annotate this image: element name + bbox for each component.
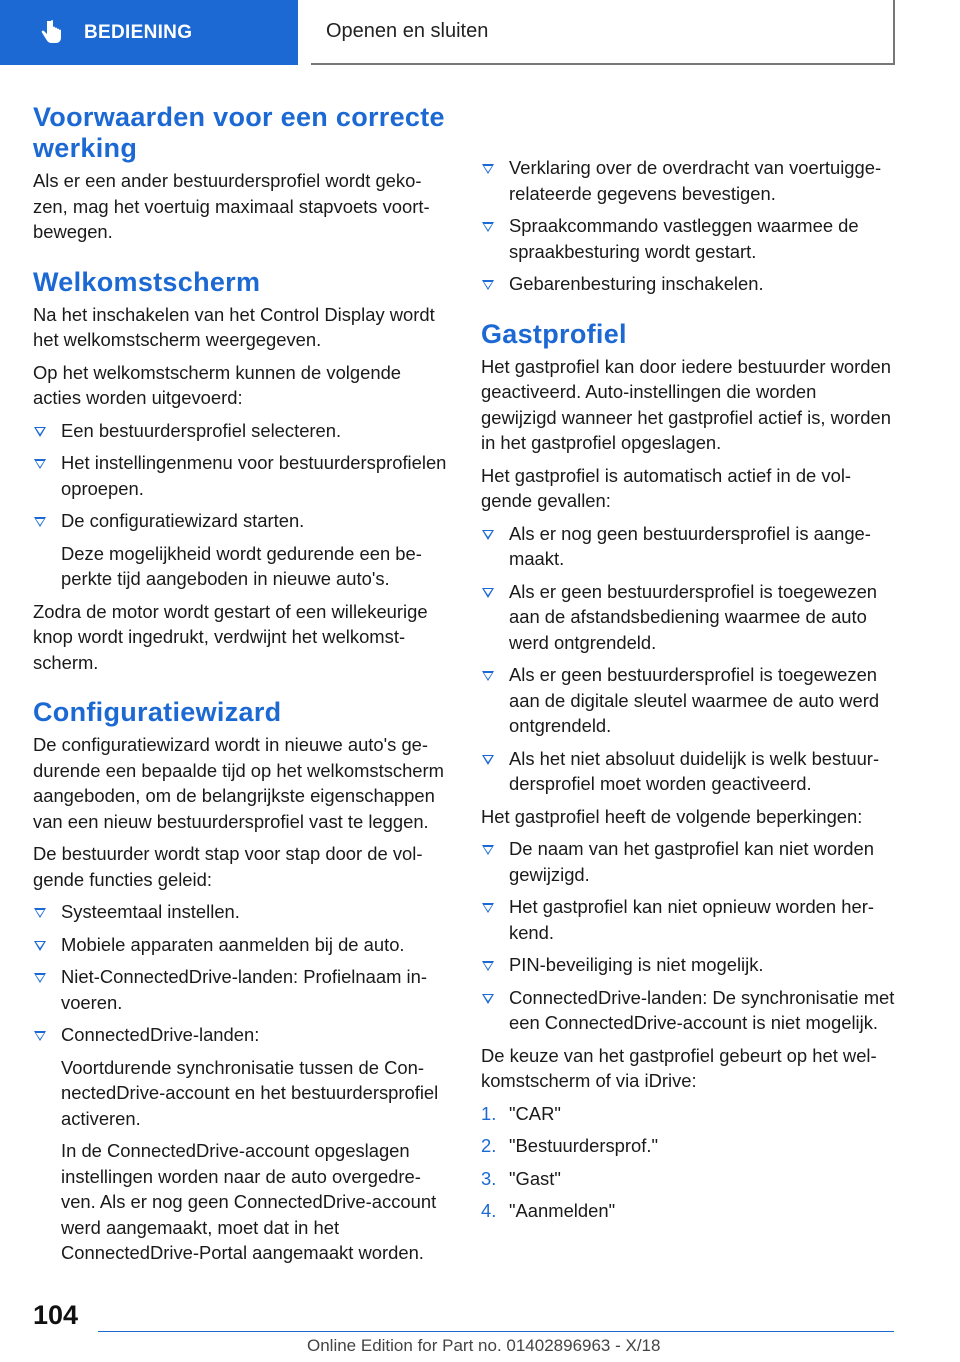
paragraph: Het gastprofiel heeft de volgende beperkingen: — [481, 805, 863, 827]
list-item: Systeemtaal instellen. — [33, 899, 447, 925]
list-item: Een bestuurdersprofiel selecteren. — [33, 418, 447, 444]
list-item: Het gastprofiel kan niet opnieuw worden herkend. — [481, 894, 895, 945]
triangle-bullet-icon — [482, 903, 494, 913]
paragraph: De configuratiewizard wordt in nieuwe auto's gedurende een bepaalde tijd op het welkomstscherm aangeboden, om de belangrijkste eigenschappen van een nieuw bestuurdersprofiel vast te leggen. — [33, 734, 444, 832]
chapter-header — [311, 0, 895, 65]
triangle-bullet-icon — [34, 941, 46, 951]
heading-configuratiewizard: Configuratiewizard — [33, 697, 282, 727]
list-item: PIN-beveiliging is niet mogelijk. — [481, 952, 895, 978]
paragraph: Het gastprofiel is automatisch actief in de volgende gevallen: — [481, 464, 852, 511]
triangle-bullet-icon — [482, 530, 494, 540]
bullet-list — [33, 899, 447, 1266]
step-item: 3. "Gast" — [481, 1166, 895, 1192]
paragraph: Het gastprofiel kan door iedere bestuurder worden geactiveerd. Auto-instellingen die worden gewijzigd wanneer het gastprofiel actief is, worden in het gastprofiel opgeslagen. — [481, 355, 891, 453]
list-item-note: In de ConnectedDrive-account opgeslagen instellingen worden naar de auto overgedreven. Als er nog geen ConnectedDrive-account werd aangemaakt, moet dat in het ConnectedDrive-Portal aangemaakt worden. — [61, 1140, 437, 1263]
section-tab[interactable] — [0, 0, 298, 65]
step-number: 2. — [481, 1135, 497, 1156]
triangle-bullet-icon — [482, 961, 494, 971]
footer-edition: Online Edition for Part no. 01402896963 - X/18 — [307, 1336, 661, 1355]
list-item: ConnectedDrive-landen: De synchronisatie met een ConnectedDrive-account is niet mogelijk. — [481, 985, 895, 1036]
triangle-bullet-icon — [34, 427, 46, 437]
step-item: 1. "CAR" — [481, 1101, 895, 1127]
footer-divider — [98, 1331, 894, 1332]
triangle-bullet-icon — [482, 164, 494, 174]
list-item: De configuratiewizard starten. Deze mogelijkheid wordt gedurende een beperkte tijd aangeboden in nieuwe auto's. — [33, 508, 447, 592]
list-item: Spraakcommando vastleggen waarmee de spraakbesturing wordt gestart. — [481, 213, 895, 264]
triangle-bullet-icon — [482, 588, 494, 598]
step-number: 3. — [481, 1167, 497, 1189]
list-item: Als het niet absoluut duidelijk is welk bestuurdersprofiel moet worden geactiveerd. — [481, 746, 895, 797]
step-item: 4. "Aanmelden" — [481, 1198, 895, 1224]
triangle-bullet-icon — [34, 908, 46, 918]
page-number: 104 — [33, 1300, 79, 1330]
list-item: Als er geen bestuurdersprofiel is toegewezen aan de digitale sleutel waarmee de auto werd ontgrendeld. — [481, 662, 895, 739]
triangle-bullet-icon — [34, 973, 46, 983]
paragraph: De bestuurder wordt stap voor stap door de volgende functies geleid: — [33, 843, 423, 890]
triangle-bullet-icon — [482, 755, 494, 765]
triangle-bullet-icon — [482, 280, 494, 290]
paragraph: Zodra de motor wordt gestart of een willekeurige knop wordt ingedrukt, verdwijnt het welkomstscherm. — [33, 600, 428, 673]
bullet-list — [481, 155, 895, 297]
triangle-bullet-icon — [482, 845, 494, 855]
right-column — [481, 102, 895, 1231]
triangle-bullet-icon — [34, 517, 46, 527]
list-item: Als er nog geen bestuurdersprofiel is aangemaakt. — [481, 521, 895, 572]
triangle-bullet-icon — [34, 1031, 46, 1041]
bullet-list — [481, 521, 895, 797]
bullet-list — [33, 418, 447, 592]
numbered-steps — [481, 1101, 895, 1224]
left-column — [33, 102, 447, 1273]
list-item: ConnectedDrive-landen: Voortdurende synchronisatie tussen de ConnectedDrive-account en het bestuurdersprofiel activeren. In de ConnectedDrive-account opgeslagen instellingen worden naar de auto overgedreven. Als er nog geen ConnectedDrive-account werd aangemaakt, moet dat in het ConnectedDrive-Portal aangemaakt worden. — [33, 1022, 447, 1266]
paragraph: Op het welkomstscherm kunnen de volgende acties worden uitgevoerd: — [33, 361, 402, 408]
paragraph: Als er een ander bestuurdersprofiel wordt gekozen, mag het voertuig maximaal stapvoets voortbewegen. — [33, 170, 430, 242]
list-item: Mobiele apparaten aanmelden bij de auto. — [33, 932, 447, 958]
hand-pointer-icon — [36, 18, 66, 48]
heading-gastprofiel: Gastprofiel — [481, 318, 627, 349]
step-number: 1. — [481, 1102, 497, 1124]
list-item: Het instellingenmenu voor bestuurdersprofielen oproepen. — [33, 450, 447, 501]
heading-voorwaarden: Voorwaarden voor een correcte werking — [33, 102, 445, 163]
step-number: 4. — [481, 1200, 497, 1221]
triangle-bullet-icon — [482, 222, 494, 232]
paragraph: Na het inschakelen van het Control Display wordt het welkomstscherm weergegeven. — [33, 303, 435, 350]
list-item: Verklaring over de overdracht van voertuiggerelateerde gegevens bevestigen. — [481, 155, 895, 206]
chapter-title: Openen en sluiten — [326, 20, 489, 42]
list-item-note: Deze mogelijkheid wordt gedurende een beperkte tijd aangeboden in nieuwe auto's. — [61, 542, 422, 589]
bullet-list — [481, 836, 895, 1036]
list-item: Als er geen bestuurdersprofiel is toegewezen aan de afstandsbediening waarmee de auto werd ontgrendeld. — [481, 579, 895, 656]
list-item: Gebarenbesturing inschakelen. — [481, 271, 895, 297]
paragraph: De keuze van het gastprofiel gebeurt op het welkomstscherm of via iDrive: — [481, 1044, 877, 1091]
list-item-note: Voortdurende synchronisatie tussen de ConnectedDrive-account en het bestuurdersprofiel activeren. — [61, 1056, 439, 1129]
triangle-bullet-icon — [482, 671, 494, 681]
section-tab-label: BEDIENING — [84, 21, 193, 43]
triangle-bullet-icon — [34, 459, 46, 469]
list-item: Niet-ConnectedDrive-landen: Profielnaam invoeren. — [33, 964, 447, 1015]
heading-welkomstscherm: Welkomstscherm — [33, 266, 261, 297]
step-item: 2. "Bestuurdersprof." — [481, 1133, 895, 1159]
list-item: De naam van het gastprofiel kan niet worden gewijzigd. — [481, 836, 895, 887]
triangle-bullet-icon — [482, 994, 494, 1004]
